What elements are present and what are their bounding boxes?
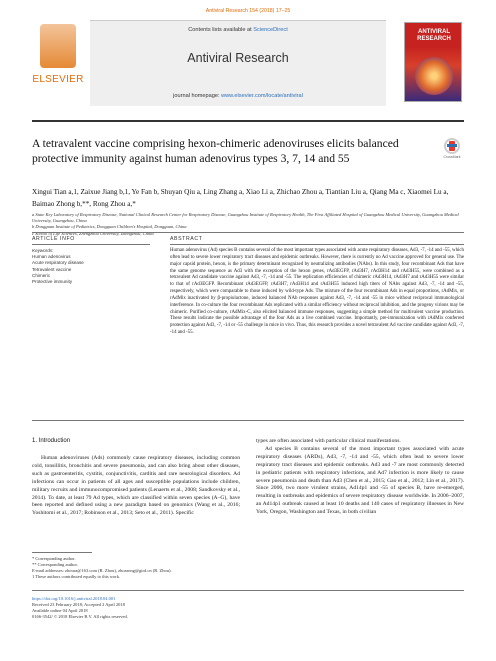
keywords-title: Keywords: [32, 248, 54, 253]
article-info-heading: ARTICLE INFO [32, 236, 75, 242]
keyword-item: Protective immunity [32, 279, 73, 285]
affiliation-c: c School of Life Sciences, Zhengzhou University, Zhengzhou, China [32, 230, 154, 236]
contents-prefix: Contents lists available at [188, 27, 254, 33]
journal-cover-image[interactable] [404, 22, 462, 102]
footnote-email[interactable]: E-mail addresses: zhoura@163.com (R. Zhou), zhoarong@gird.cn (R. Zhou). [32, 568, 172, 573]
abstract-text: Human adenovirus (Ad) species B contains several of the most important types associated with acute respiratory diseases, Ad3, -7, -14 and -55, which often lead to severe lower respiratory tract diseases and epidemic outbreaks. However, there is currently no Ad vaccine approved for general use. The major capsid protein, hexon, is the primary determinant recognized by neutralizing antibodies (NAbs). In this study, four recombinant Ads that have the same genome sequence as Ad3 with the exception of the hexon genes, rAd3EGFP, rAd3H7, rAd3H14 and rAd3H55, were combined as a tetravalent Ad candidate vaccine against Ad3, -7, -14 and -55. The replication efficiencies of chimeric rAd3H14, rAd3H7 and rAd3H55 were similar to that of rAd3EGFP. Recombinant rAd3EGFP, rAd3H7, rAd3H14 and rAd3H55 induced high titers of NAbs against Ad3, -7, -14 and -55, respectively, which were comparable to those induced by wild-type Ads. The mixture of the four recombinant Ads in equal proportions, rAdMix, or rAdMix inactivated by β-propiolactone, induced balanced NAb responses against Ad3, -7, -14 and -55 in mice without reciprocal immunological interference. In co-culture the four recombinant Ads replicated with a similar efficiency without reciprocal inhibition, and the progeny virions may be chimeric. Purified co-culture, rAdMix-C, also elicited balanced immune responses, suggesting a simple method for multivalent vaccine production. These results indicate the possible advantage of the four Ads as a live combined vaccine. Importantly, pre-immunization with rAdMix conferred protection against Ad3, -7, -14 or -55 challenge in mice in vivo. Thus, this research provides a novel tetravalent Ad vaccine candidate against Ad3, -7, -14 and -55. [170, 248, 464, 336]
crossmark-bar-cross [447, 144, 457, 147]
abstract-bottom-divider [32, 420, 464, 421]
available-online-date: Available online 04 April 2018 [32, 608, 88, 613]
received-accepted-dates: Received 23 February 2018; Accepted 2 April 2018 [32, 602, 125, 607]
crossmark-label: CrossMark [443, 155, 461, 159]
homepage-prefix: journal homepage: [173, 93, 222, 99]
body-paragraph: Ad species B contains several of the most important types associated with acute respiratory diseases (ARDs), Ad3, -7, -14 and -55, which often lead to severe lower respiratory tract diseases and epidemic outbreaks. Ad3 and -7 are most commonly detected in pediatric patients with respiratory infections, and Ad7 infection is more likely to cause severe pneumonia and death than Ad3 (Chen et al., 2015; Gao et al., 2012; Lin et al., 2017). Since 2006, two more virulent strains, Ad14p1 and -55 of species B, have re-emerged, resulting in outbreaks and epidemics of severe respiratory disease worldwide. In 2006–2007, an Ad14p1 outbreak caused at least 10 deaths and 140 cases of respiratory illnesses in New York, Oregon, Washington and Texas, in both civilian [256, 445, 464, 516]
keyword-item: Human adenovirus [32, 254, 71, 260]
info-top-divider [32, 232, 464, 233]
footnote-corresponding-2: ** Corresponding author. [32, 562, 78, 567]
publisher-name: ELSEVIER [32, 74, 84, 85]
footnotes [32, 556, 252, 580]
journal-header-box [90, 20, 386, 106]
body-paragraph: Human adenoviruses (Ads) commonly cause respiratory diseases, including common cold, tonsillitis, bronchitis and severe pneumonia, and can also bring about other diseases, such as gastroenteritis, cystitis, conjunctivitis, carditis and rare neurological disorders. Ad infections can occur in patients of all ages and susceptible populations include children, military recruits and immunocompromised patients (Lenaerts et al., 2008; Sandkovsky et al., 2014). To date, at least 79 Ad types, which are classified within seven species (A–G), have been reported and defined using a new paradigm based on genomics (Wang et al., 2016; Yoshitomi et al., 2017; Robinson et al., 2013; Seto et al., 2011). Specific [32, 455, 240, 517]
author-list[interactable]: Xingui Tian a,1, Zaixue Jiang b,1, Ye Fan b, Shuyan Qiu a, Ling Zhang a, Xiao Li a, Zhichao Zhou a, Tiantian Liu a, Qiang Ma c, Xiaomei Lu a, Baimao Zhong b,**, Rong Zhou a,* [32, 188, 449, 208]
body-column-left [32, 455, 240, 518]
doi-link[interactable]: https://doi.org/10.1016/j.antiviral.2018.04.001 [32, 596, 116, 601]
keyword-item: Acute respiratory disease [32, 260, 84, 266]
journal-reference[interactable]: Antiviral Research 154 (2018) 17–25 [205, 8, 291, 14]
affiliations [32, 212, 464, 237]
abstract-divider [170, 244, 464, 245]
affiliation-b: b Dongguan Institute of Pediatrics, Dongguan Children's Hospital, Dongguan, China [32, 224, 187, 230]
homepage-line [90, 93, 386, 99]
keyword-item: Tetravalent vaccine [32, 266, 72, 272]
introduction-heading: 1. Introduction [32, 438, 71, 444]
crossmark-badge[interactable] [442, 138, 462, 162]
journal-title: Antiviral Research [187, 51, 289, 65]
contents-line [90, 27, 386, 33]
copyright-notice: 0166-3542/ © 2018 Elsevier B.V. All rights reserved. [32, 614, 128, 619]
footnote-divider [32, 552, 92, 553]
article-metadata [32, 596, 252, 620]
body-paragraph: types are often associated with particular clinical manifestations. [256, 438, 401, 444]
keywords-block [32, 248, 150, 285]
elsevier-tree-icon [40, 24, 76, 68]
elsevier-logo[interactable] [32, 22, 84, 102]
cover-virus-illustration [415, 57, 453, 95]
abstract-heading: ABSTRACT [170, 236, 203, 242]
journal-masthead [32, 20, 464, 114]
footnote-corresponding: * Corresponding author. [32, 556, 76, 561]
article-info-divider [32, 244, 150, 245]
meta-divider [32, 590, 464, 591]
footnote-equal-contribution: 1 These authors contributed equally to this work. [32, 574, 121, 579]
body-column-right [256, 438, 464, 517]
journal-homepage-link[interactable]: www.elsevier.com/locate/antiviral [221, 93, 303, 99]
article-title: A tetravalent vaccine comprising hexon-chimeric adenoviruses elicits balanced protective immunity against human adenovirus types 3, 7, 14 and 55 [32, 137, 399, 165]
keyword-item: Chimeric [32, 272, 51, 278]
sciencedirect-link[interactable]: ScienceDirect [253, 27, 288, 33]
cover-title: ANTIVIRAL RESEARCH [417, 29, 451, 42]
header-divider [32, 120, 464, 122]
affiliation-a: a State Key Laboratory of Respiratory Disease, National Clinical Research Center for Respiratory Disease, Guangzhou Institute of Respiratory Health, The First Affiliated Hospital of Guangzhou Medical University, Guangzhou Medical University, Guangzhou, China [32, 212, 459, 224]
